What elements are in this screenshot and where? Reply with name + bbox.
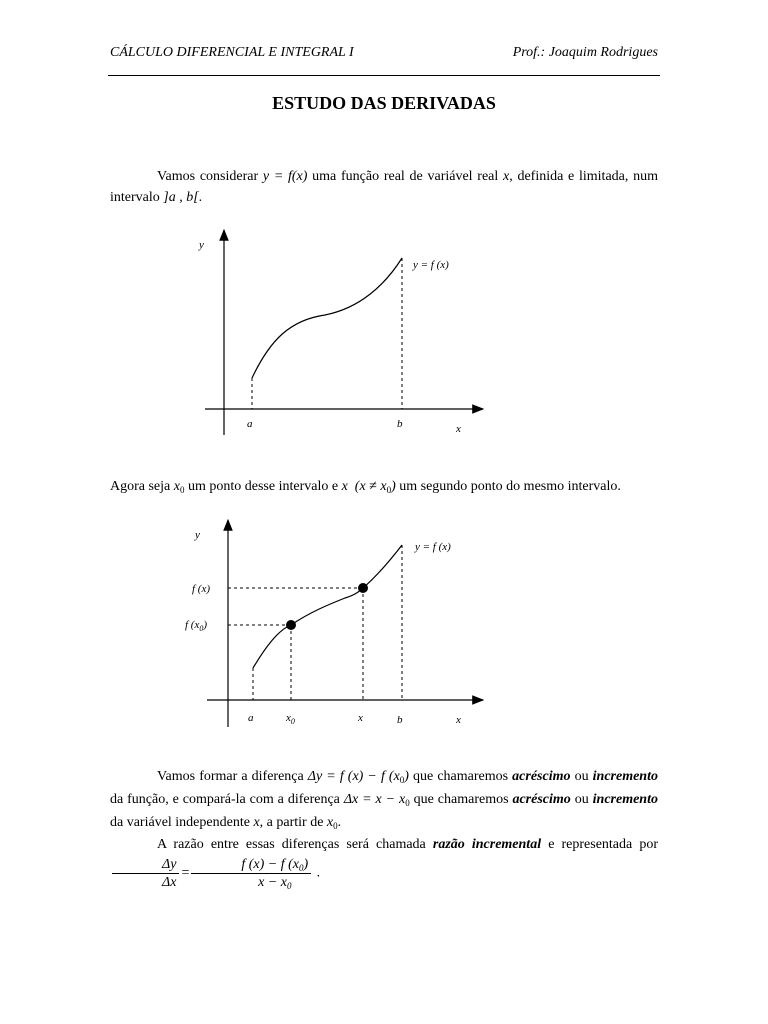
- header-course: CÁLCULO DIFERENCIAL E INTEGRAL I: [110, 45, 354, 60]
- fraction-difference: $\frac{f (x) - f (x_0)}{x - x_0}$: [191, 856, 311, 891]
- tick-label-x0: $x_0$: [286, 712, 295, 726]
- curve-label: y = f (x): [413, 259, 449, 271]
- tick-label-b: b: [397, 418, 403, 430]
- tick-label-x: x: [358, 712, 363, 724]
- x-axis-label: x: [456, 714, 461, 726]
- paragraph-intro: Vamos considerar y = f(x) uma função real de variável real x, definida e limitada, num intervalo ]a , b[.: [110, 169, 658, 205]
- header-author: Prof.: Joaquim Rodrigues: [512, 45, 658, 60]
- point-x: [358, 583, 368, 593]
- page-title: ESTUDO DAS DERIVADAS: [272, 93, 496, 113]
- function-curve: [253, 545, 402, 668]
- y-axis-label: y: [199, 239, 204, 251]
- curve-label: y = f (x): [415, 541, 451, 553]
- fraction-delta: $\frac{\Delta y}{\Delta x}$: [112, 856, 179, 891]
- paragraph-points: Agora seja $x_0$ um ponto desse intervalo e x $(x \ne x_0)$ um segundo ponto do mesmo intervalo.: [110, 479, 621, 495]
- point-x0: [286, 620, 296, 630]
- fx0-label: f $(x_0)$: [185, 619, 208, 633]
- paragraph-increments: Vamos formar a diferença Δy = f (x) − f $(x_0)$ que chamaremos acréscimo ou incremento da função, e compará-la com a diferença $\Delta x = x - x_0$ que chamaremos acréscimo ou incremento da variável independente x, a partir de $x_0$.: [110, 769, 658, 831]
- y-axis-label: y: [195, 529, 200, 541]
- tick-label-a: a: [247, 418, 253, 430]
- tick-label-a: a: [248, 712, 254, 724]
- paragraph-ratio: A razão entre essas diferenças será chamada razão incremental e representada por $\frac{\Delta y}{\Delta x}$ = $\frac{f (x) - f (x_0)}{x - x_0}$ .: [110, 834, 658, 891]
- fx-label: f (x): [192, 583, 211, 595]
- x-axis-label: x: [456, 423, 461, 435]
- tick-label-b: b: [397, 714, 403, 726]
